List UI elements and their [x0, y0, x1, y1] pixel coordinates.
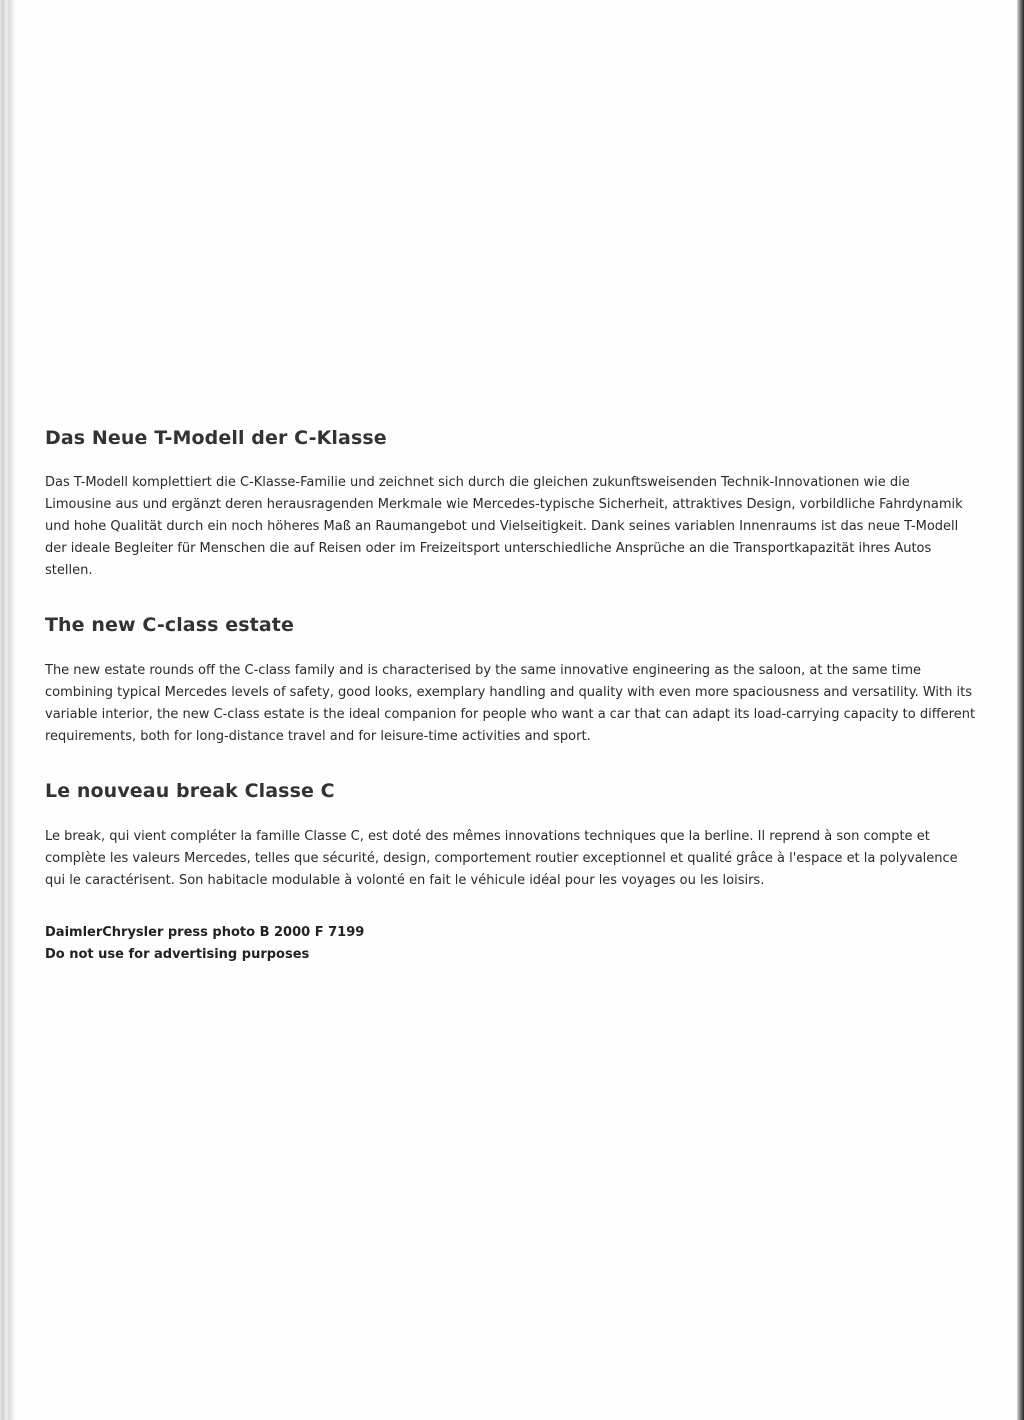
section-german	[45, 425, 980, 582]
section-french	[45, 778, 980, 892]
section-english	[45, 612, 980, 748]
heading-english: The new C-class estate	[45, 614, 294, 636]
body-english: The new estate rounds off the C-class family and is characterised by the same innovative engineering as the saloon, at the same time combining typical Mercedes levels of safety, good looks, exemplary handling and quality with even more spaciousness and versatility. With its variable interior, the new C-class estate is the ideal companion for people who want a car that can adapt its load-carrying capacity to different requirements, both for long-distance travel and for leisure-time activities and sport.	[45, 663, 976, 744]
page-left-edge	[0, 0, 14, 1420]
page-right-edge	[1017, 0, 1024, 1420]
photo-credits	[45, 922, 980, 966]
heading-french: Le nouveau break Classe C	[45, 780, 335, 802]
heading-german: Das Neue T-Modell der C-Klasse	[45, 427, 387, 449]
body-german: Das T-Modell komplettiert die C-Klasse-Familie und zeichnet sich durch die gleichen zukunftsweisenden Technik-Innovationen wie die Limousine aus und ergänzt deren herausragenden Merkmale wie Mercedes-typische Sicherheit, attraktives Design, vorbildliche Fahrdynamik und hohe Qualität durch ein noch höheres Maß an Raumangebot und Vielseitigkeit. Dank seines variablen Innenraums ist das neue T-Modell der ideale Begleiter für Menschen die auf Reisen oder im Freizeitsport unterschiedliche Ansprüche an die Transportkapazität ihres Autos stellen.	[45, 475, 963, 578]
body-french: Le break, qui vient compléter la famille Classe C, est doté des mêmes innovations techniques que la berline. Il reprend à son compte et complète les valeurs Mercedes, telles que sécurité, design, comportement routier exceptionnel et qualité grâce à l'espace et la polyvalence qui le caractérisent. Son habitacle modulable à volonté en fait le véhicule idéal pour les voyages ou les loisirs.	[45, 829, 958, 888]
press-text	[45, 425, 980, 966]
press-photo-line: DaimlerChrysler press photo B 2000 F 7199	[45, 925, 365, 940]
usage-restriction-line: Do not use for advertising purposes	[45, 947, 310, 962]
